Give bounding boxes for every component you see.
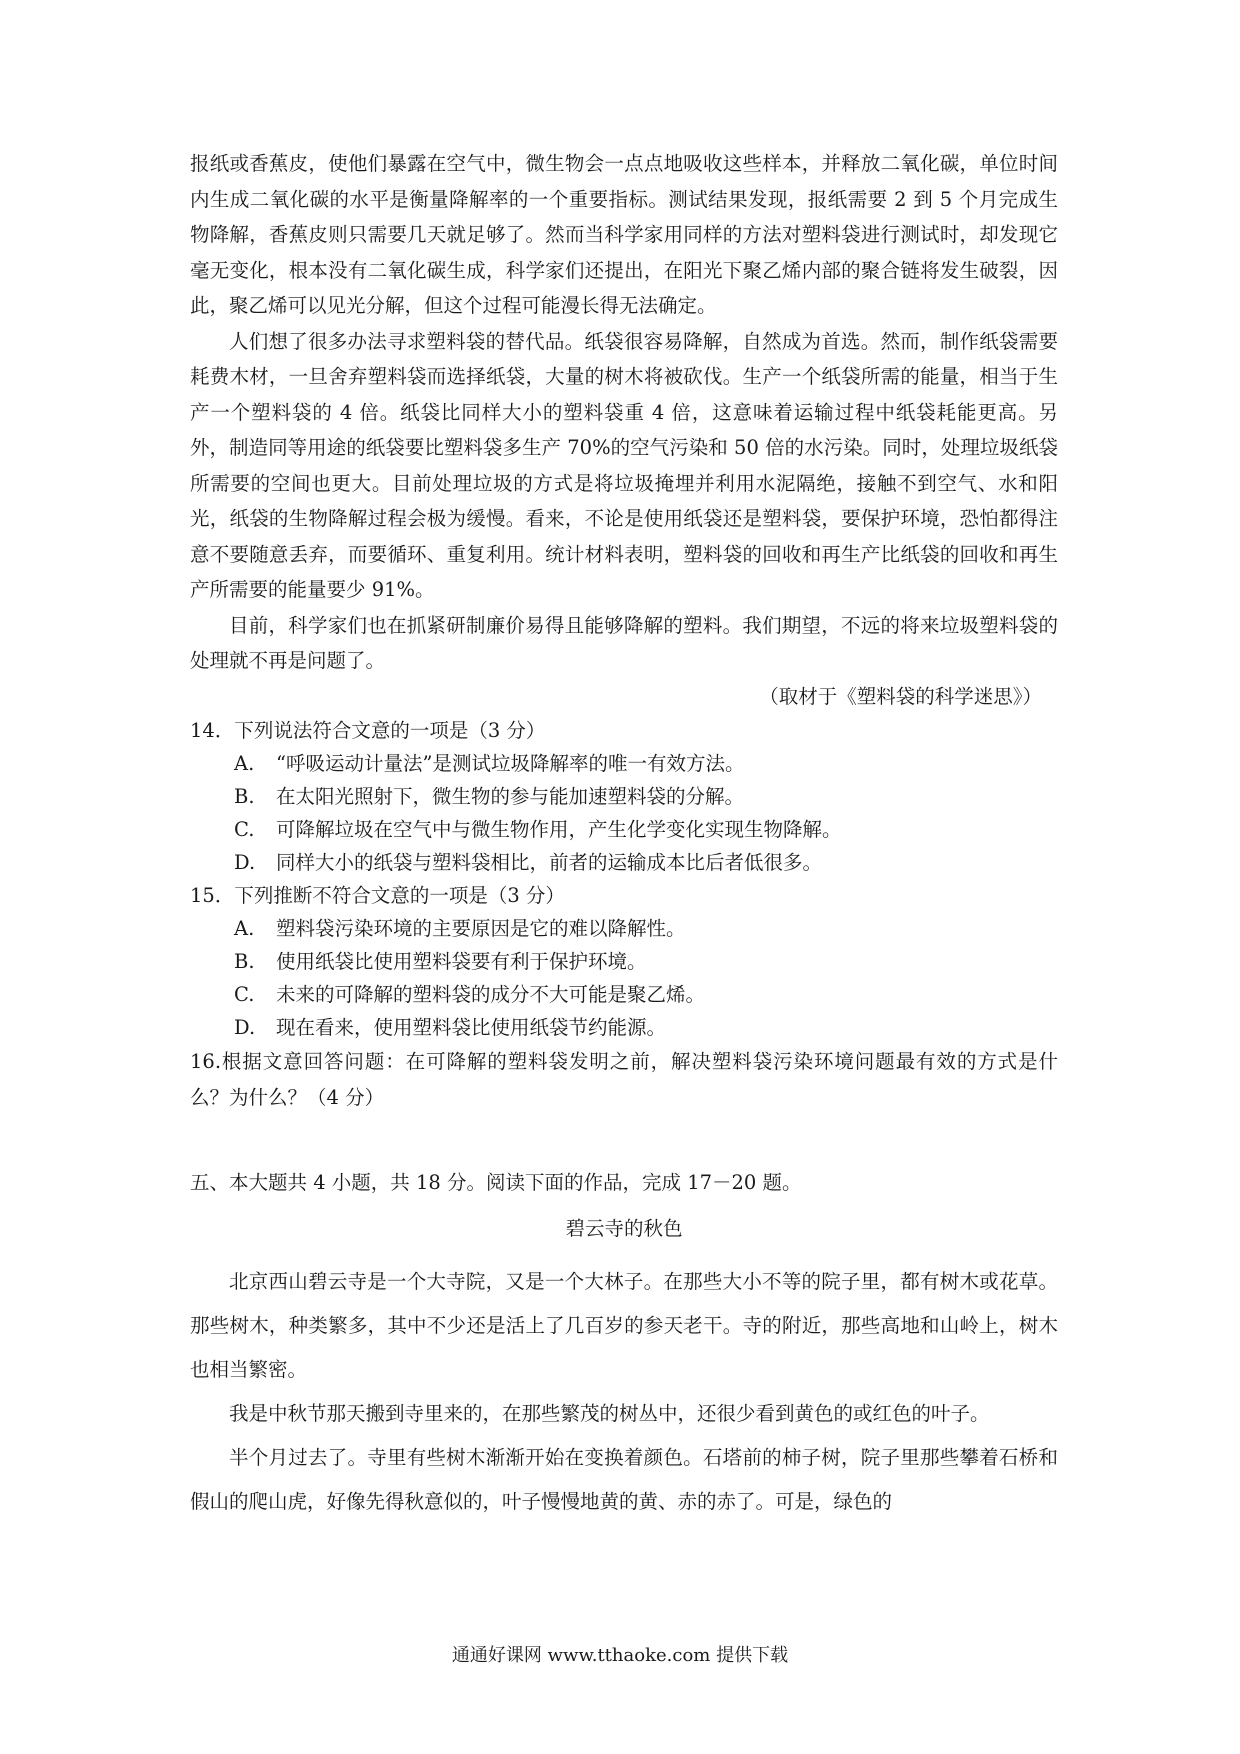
option-text: 塑料袋污染环境的主要原因是它的难以降解性。 bbox=[276, 917, 686, 940]
option-letter: D. bbox=[234, 851, 256, 874]
question-16-stem: 16.根据文意回答问题：在可降解的塑料袋发明之前，解决塑料袋污染环境问题最有效的方式是什么？为什么？（4 分） bbox=[190, 1050, 1058, 1109]
reading-passage-section bbox=[190, 146, 1058, 1115]
option-text: 未来的可降解的塑料袋的成分不大可能是聚乙烯。 bbox=[276, 983, 706, 1006]
question-14-option-d bbox=[190, 846, 1058, 879]
question-14-stem: 14．下列说法符合文意的一项是（3 分） bbox=[190, 719, 546, 742]
section-5-heading: 五、本大题共 4 小题，共 18 分。阅读下面的作品，完成 17－20 题。 bbox=[190, 1171, 802, 1194]
page-footer: 通通好课网 www.tthaoke.com 提供下载 bbox=[451, 1645, 789, 1666]
question-15-stem: 15．下列推断不符合文意的一项是（3 分） bbox=[190, 884, 565, 907]
question-15-options bbox=[190, 912, 1058, 1044]
question-14-options bbox=[190, 747, 1058, 879]
option-text: 使用纸袋比使用塑料袋要有利于保护环境。 bbox=[276, 950, 647, 973]
question-14-option-b bbox=[190, 780, 1058, 813]
question-15-option-a bbox=[190, 912, 1058, 945]
passage-paragraph-2: 人们想了很多办法寻求塑料袋的替代品。纸袋很容易降解，自然成为首选。然而，制作纸袋需要耗费木材，一旦舍弃塑料袋而选择纸袋，大量的树木将被砍伐。生产一个纸袋所需的能量，相当于生产一个塑料袋的 4 倍。纸袋比同样大小的塑料袋重 4 倍，这意味着运输过程中纸袋耗能更高。另外，制造同等用途的纸袋要比塑料袋多生产 70%的空气污染和 50 倍的水污染。同时，处理垃圾纸袋所需要的空间也更大。目前处理垃圾的方式是将垃圾掩埋并利用水泥隔绝，接触不到空气、水和阳光，纸袋的生物降解过程会极为缓慢。看来，不论是使用纸袋还是塑料袋，要保护环境，恐怕都得注意不要随意丢弃，而要循环、重复利用。统计材料表明，塑料袋的回收和再生产比纸袋的回收和再生产所需要的能量要少 91%。 bbox=[190, 329, 1058, 601]
option-letter: C. bbox=[234, 983, 255, 1006]
question-15-option-d bbox=[190, 1011, 1058, 1044]
essay-body bbox=[190, 1260, 1058, 1524]
option-letter: B. bbox=[234, 950, 255, 973]
option-text: 同样大小的纸袋与塑料袋相比，前者的运输成本比后者低很多。 bbox=[276, 851, 823, 874]
essay-paragraph-1: 北京西山碧云寺是一个大寺院，又是一个大林子。在那些大小不等的院子里，都有树木或花草。那些树木，种类繁多，其中不少还是活上了几百岁的参天老干。寺的附近，那些高地和山岭上，树木也相当繁密。 bbox=[190, 1270, 1058, 1381]
option-letter: C. bbox=[234, 818, 255, 841]
passage-paragraph-3: 目前，科学家们也在抓紧研制廉价易得且能够降解的塑料。我们期望，不远的将来垃圾塑料袋的处理就不再是问题了。 bbox=[190, 613, 1058, 672]
option-letter: B. bbox=[234, 785, 255, 808]
option-text: 在太阳光照射下，微生物的参与能加速塑料袋的分解。 bbox=[276, 785, 745, 808]
option-text: “呼吸运动计量法”是测试垃圾降解率的唯一有效方法。 bbox=[276, 752, 745, 775]
question-14-option-a bbox=[190, 747, 1058, 780]
option-letter: D. bbox=[234, 1016, 256, 1039]
passage-paragraph-1: 报纸或香蕉皮，使他们暴露在空气中，微生物会一点点地吸收这些样本，并释放二氧化碳，单位时间内生成二氧化碳的水平是衡量降解率的一个重要指标。测试结果发现，报纸需要 2 到 5 个月完成生物降解，香蕉皮则只需要几天就足够了。然而当科学家用同样的方法对塑料袋进行测试时，却发现它毫无变化，根本没有二氧化碳生成，科学家们还提出，在阳光下聚乙烯内部的聚合链将发生破裂，因此，聚乙烯可以见光分解，但这个过程可能漫长得无法确定。 bbox=[190, 152, 1058, 317]
passage-source: （取材于《塑料袋的科学迷思》） bbox=[759, 684, 1042, 708]
question-14-option-c bbox=[190, 813, 1058, 846]
essay-title: 碧云寺的秋色 bbox=[565, 1217, 683, 1240]
essay-paragraph-2: 我是中秋节那天搬到寺里来的，在那些繁茂的树丛中，还很少看到黄色的或红色的叶子。 bbox=[229, 1402, 990, 1425]
option-letter: A. bbox=[234, 917, 255, 940]
option-letter: A. bbox=[234, 752, 255, 775]
option-text: 可降解垃圾在空气中与微生物作用，产生化学变化实现生物降解。 bbox=[276, 818, 842, 841]
question-15-option-b bbox=[190, 945, 1058, 978]
question-15-option-c bbox=[190, 978, 1058, 1011]
essay-paragraph-3: 半个月过去了。寺里有些树木渐渐开始在变换着颜色。石塔前的柿子树，院子里那些攀着石桥和假山的爬山虎，好像先得秋意似的，叶子慢慢地黄的黄、赤的赤了。可是，绿色的 bbox=[190, 1446, 1058, 1513]
option-text: 现在看来，使用塑料袋比使用纸袋节约能源。 bbox=[276, 1016, 667, 1039]
